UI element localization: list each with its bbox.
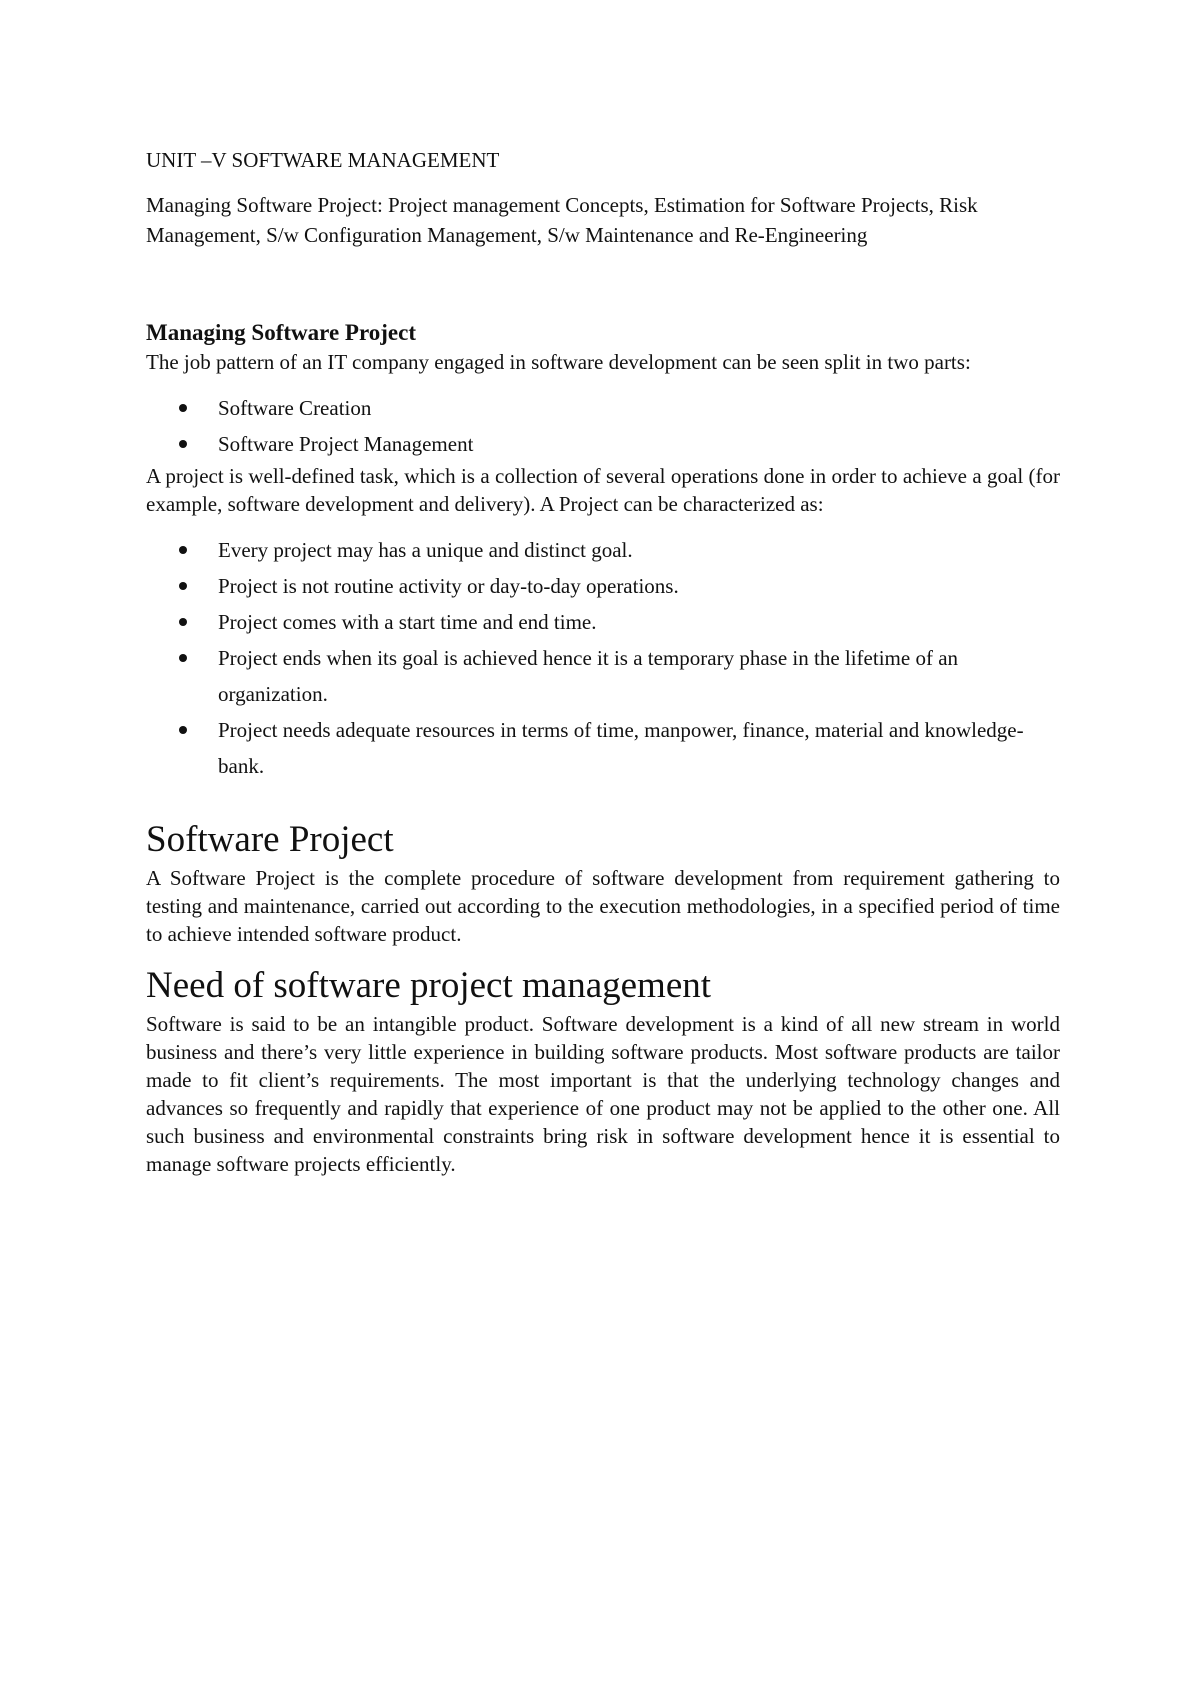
list-item-text: Project ends when its goal is achieved hence it is a temporary phase in the lifetime of an organization. [218, 646, 959, 706]
list-item-text: Project comes with a start time and end time. [218, 610, 597, 634]
software-project-heading: Software Project [146, 819, 394, 860]
need-of-management-paragraph: Software is said to be an intangible product. Software development is a kind of all new stream in world business and there’s very little experience in building software products. Most software products are tailor made to fit client’s requirements. The most important is that the underlying technology changes and advances so frequently and rapidly that experience of one product may not be applied to the other one. All such business and environmental constraints bring risk in software development hence it is essential to manage software projects efficiently. [146, 1012, 1060, 1176]
bullet-icon [179, 440, 187, 448]
list-item [146, 568, 1060, 604]
list-item-text: Project needs adequate resources in terms of time, manpower, finance, material and knowledge-bank. [218, 718, 1024, 778]
unit-title: UNIT –V SOFTWARE MANAGEMENT [146, 148, 500, 172]
project-definition-paragraph: A project is well-defined task, which is a collection of several operations done in order to achieve a goal (for example, software development and delivery). A Project can be characterized as: [146, 464, 1060, 516]
syllabus-text: Managing Software Project: Project management Concepts, Estimation for Software Projects, Risk Management, S/w Configuration Management, S/w Maintenance and Re-Engineering [146, 193, 978, 247]
bullet-icon [179, 582, 187, 590]
job-parts-list [146, 390, 1060, 462]
list-item-text: Every project may has a unique and distinct goal. [218, 538, 633, 562]
list-item [146, 604, 1060, 640]
bullet-icon [179, 726, 187, 734]
document-content [146, 146, 1060, 1178]
list-item-text: Software Project Management [218, 432, 474, 456]
bullet-icon [179, 404, 187, 412]
managing-software-project-heading: Managing Software Project [146, 320, 416, 345]
list-item [146, 640, 1060, 712]
list-item-text: Software Creation [218, 396, 372, 420]
list-item-text: Project is not routine activity or day-to-day operations. [218, 574, 679, 598]
software-project-paragraph: A Software Project is the complete procedure of software development from requirement gathering to testing and maintenance, carried out according to the execution methodologies, in a specified period of time to achieve intended software product. [146, 866, 1060, 946]
list-item [146, 532, 1060, 568]
list-item [146, 712, 1060, 784]
bullet-icon [179, 618, 187, 626]
list-item [146, 390, 1060, 426]
project-characteristics-list [146, 532, 1060, 784]
need-of-management-heading: Need of software project management [146, 965, 712, 1006]
bullet-icon [179, 654, 187, 662]
list-item [146, 426, 1060, 462]
job-pattern-paragraph: The job pattern of an IT company engaged in software development can be seen split in two parts: [146, 350, 971, 374]
bullet-icon [179, 546, 187, 554]
